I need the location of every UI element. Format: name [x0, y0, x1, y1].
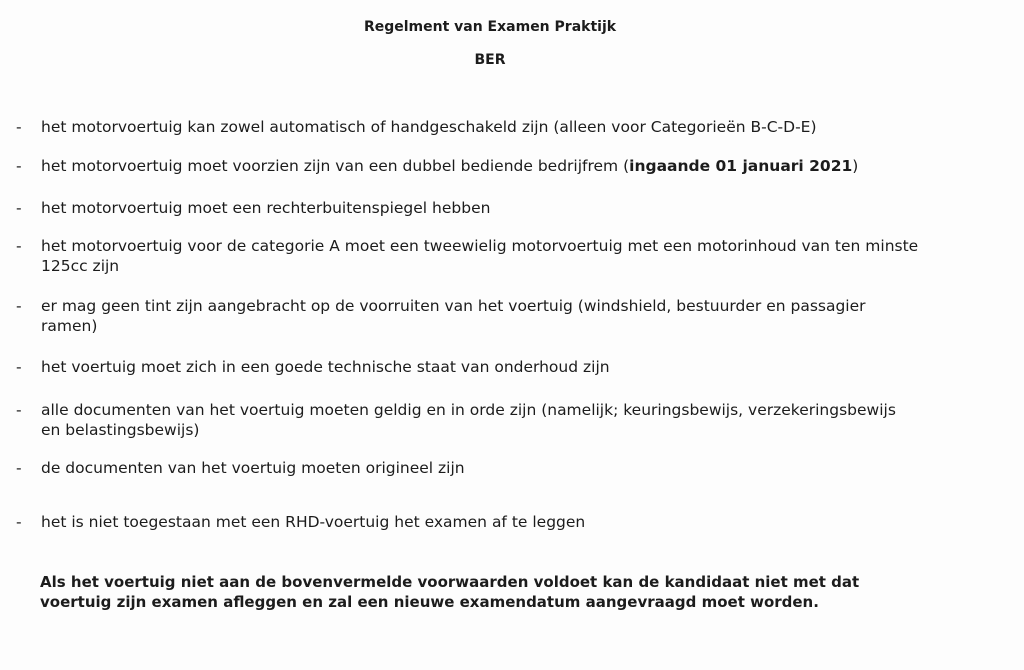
list-item-text: het voertuig moet zich in een goede technische staat van onderhoud zijn [41, 358, 610, 376]
list-item-text [41, 156, 991, 176]
list-item-line-2: en belastingsbewijs) [41, 421, 200, 439]
list-item-line-1: alle documenten van het voertuig moeten geldig en in orde zijn (namelijk; keuringsbewijs, verzekeringsbewijs [41, 401, 896, 419]
list-item-text-part: het motorvoertuig moet voorzien zijn van een dubbel bediende bedrijfrem ( [41, 157, 630, 175]
list-item-text [41, 236, 991, 276]
bullet-dash: - [16, 199, 22, 217]
document-title: Regelment van Examen Praktijk [363, 19, 617, 35]
list-item-text: het motorvoertuig kan zowel automatisch of handgeschakeld zijn (alleen voor Categorieën B-C-D-E) [41, 118, 817, 136]
bullet-dash: - [16, 297, 22, 315]
bullet-dash: - [16, 358, 22, 376]
list-item-text [41, 400, 991, 440]
closing-line-2: voertuig zijn examen afleggen en zal een nieuwe examendatum aangevraagd moet worden. [40, 593, 819, 611]
list-item-line-1: het motorvoertuig voor de categorie A moet een tweewielig motorvoertuig met een motorinhoud van ten minste [41, 237, 919, 255]
list-item-text: het motorvoertuig moet een rechterbuitenspiegel hebben [41, 199, 491, 217]
bullet-dash: - [16, 459, 22, 477]
closing-statement [40, 572, 990, 612]
list-item-line-2: ramen) [41, 317, 98, 335]
bullet-dash: - [16, 401, 22, 419]
effective-date-emphasis: ingaande 01 januari 2021 [629, 157, 853, 175]
list-item-text: het is niet toegestaan met een RHD-voertuig het examen af te leggen [41, 513, 586, 531]
list-item-line-2: 125cc zijn [41, 257, 120, 275]
closing-line-1: Als het voertuig niet aan de bovenvermelde voorwaarden voldoet kan de kandidaat niet met dat [40, 573, 860, 591]
bullet-dash: - [16, 157, 22, 175]
bullet-dash: - [16, 118, 22, 136]
list-item-text: de documenten van het voertuig moeten origineel zijn [41, 459, 465, 477]
document-subtitle: BER [474, 52, 506, 68]
list-item-line-1: er mag geen tint zijn aangebracht op de voorruiten van het voertuig (windshield, bestuurder en passagier [41, 297, 866, 315]
bullet-dash: - [16, 513, 22, 531]
bullet-dash: - [16, 237, 22, 255]
list-item-text [41, 296, 991, 336]
list-item-text-part: ) [852, 157, 859, 175]
